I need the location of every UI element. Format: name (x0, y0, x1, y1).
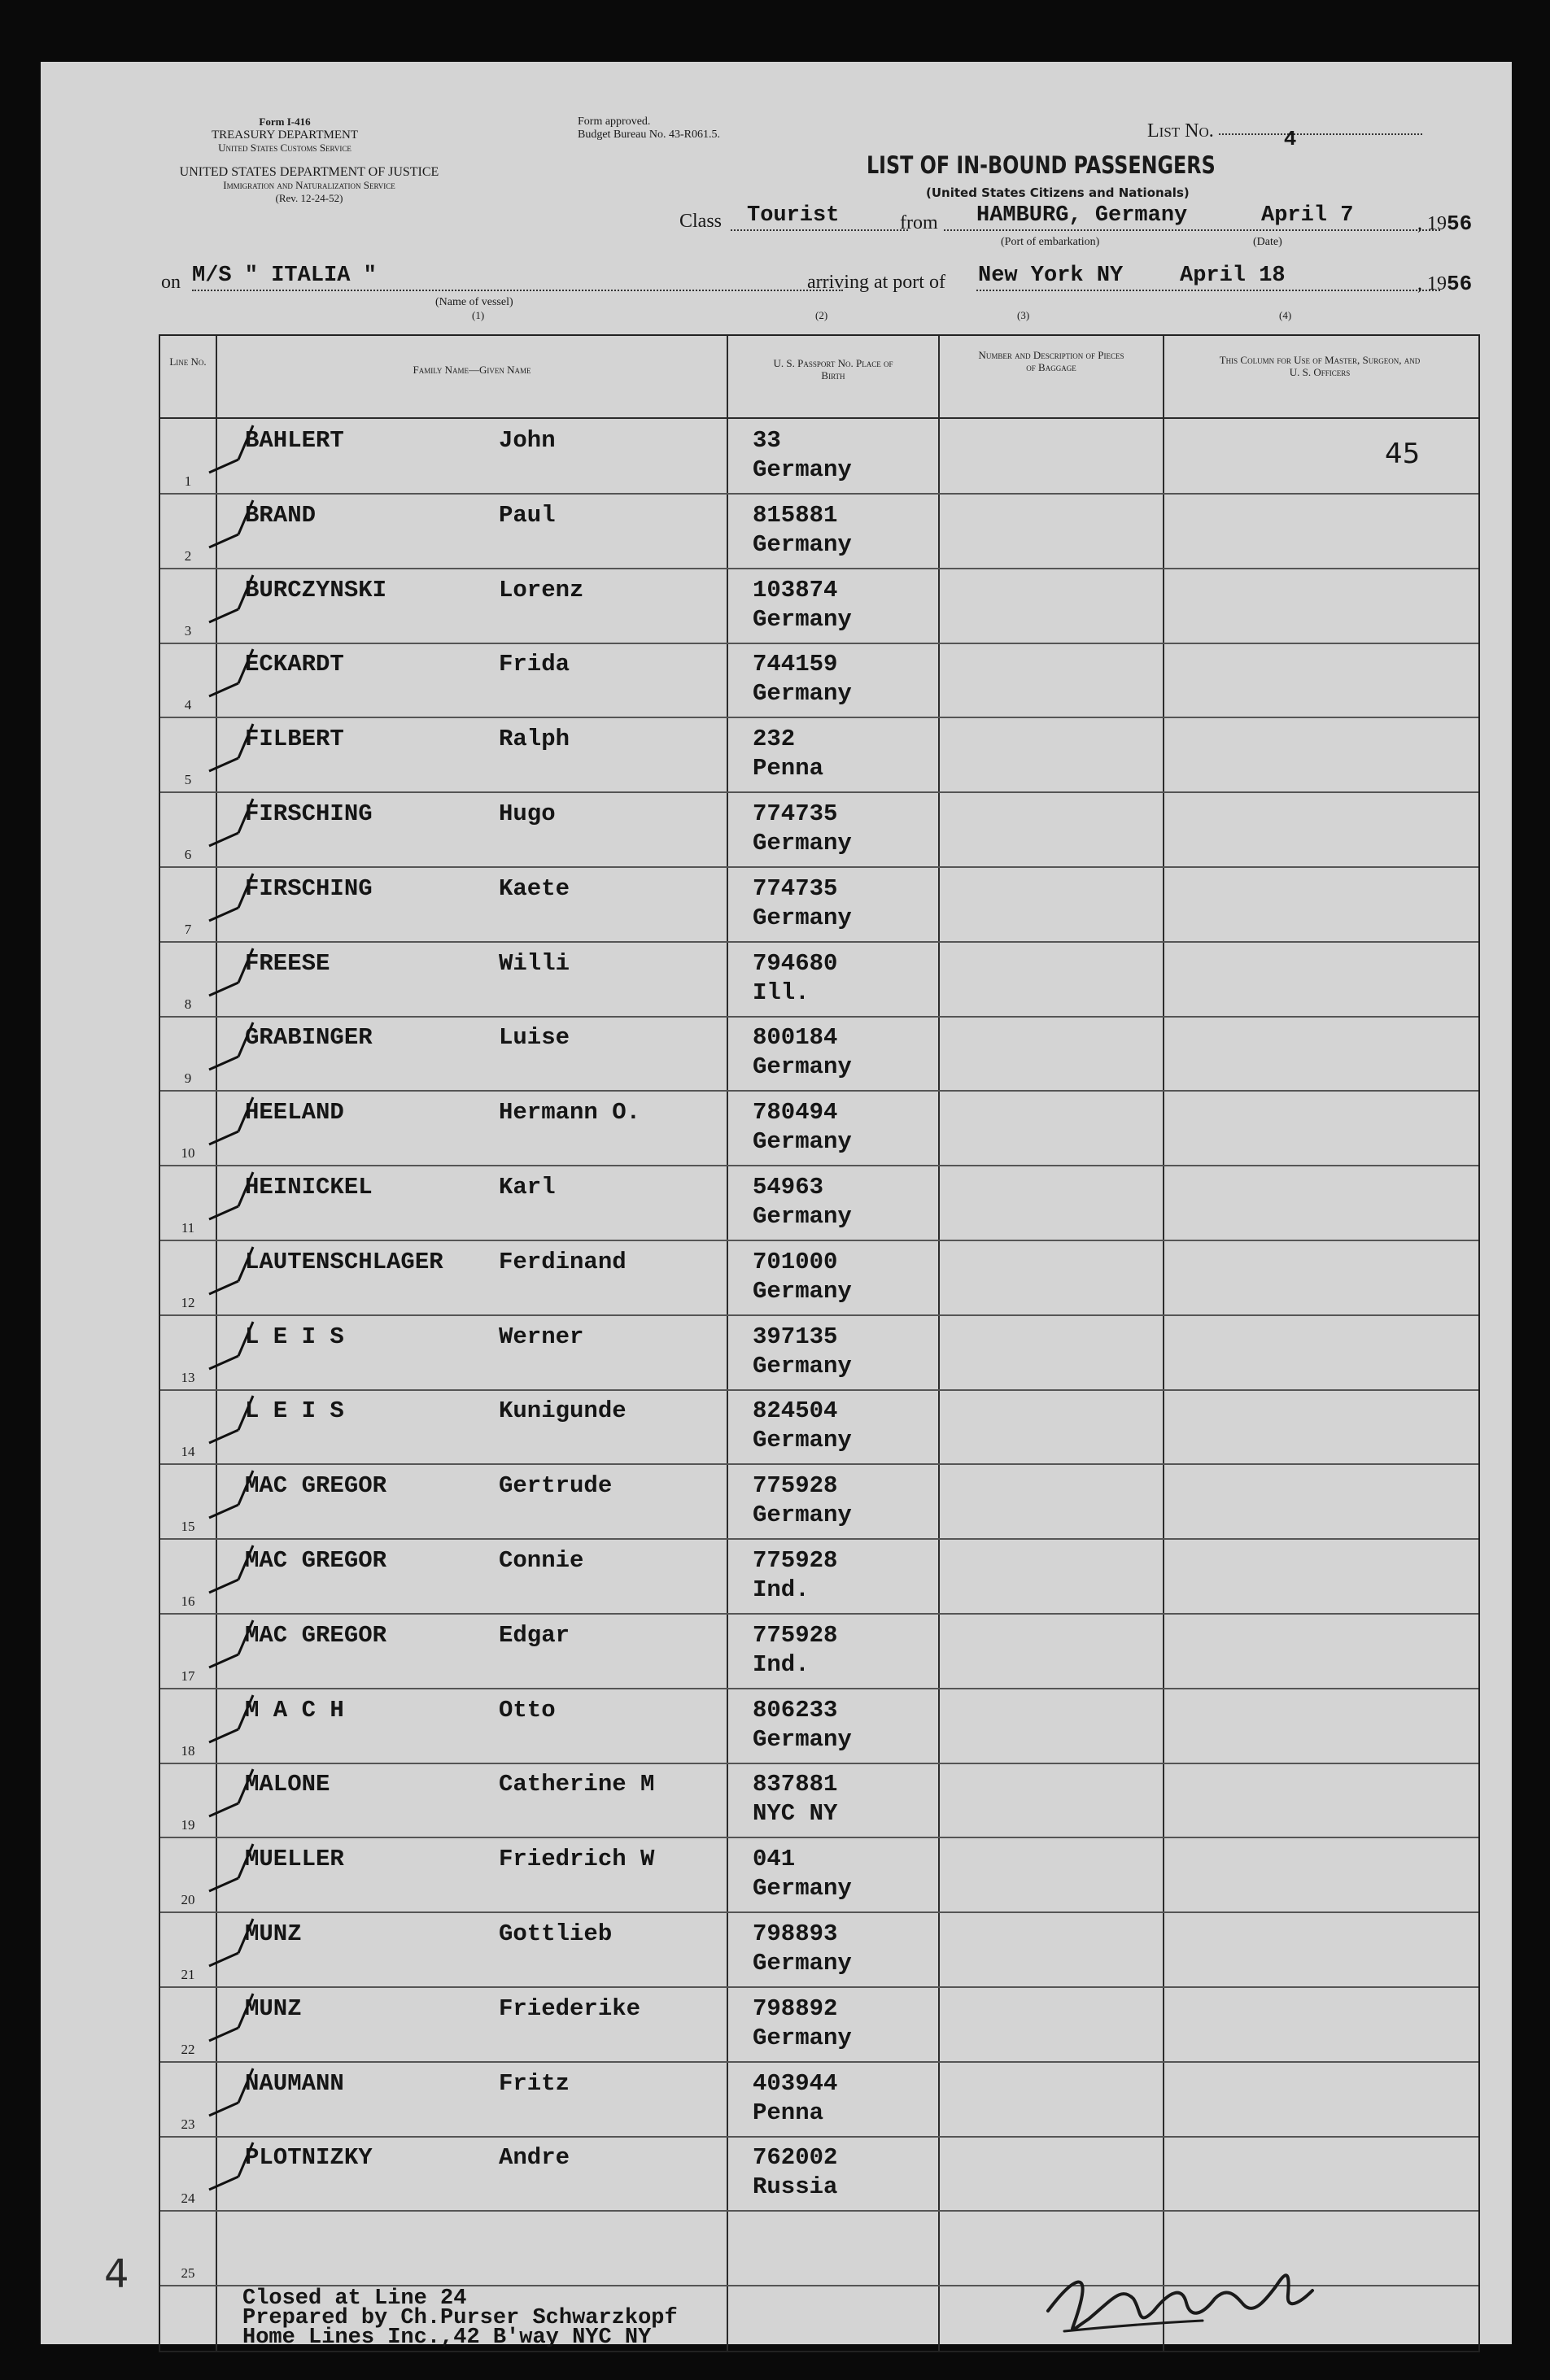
place-of-birth: NYC NY (753, 1800, 838, 1828)
place-of-birth: Germany (753, 1427, 852, 1454)
passport-number: 798892 (753, 1994, 838, 2022)
place-of-birth: Germany (753, 1875, 852, 1903)
arrival-field (976, 264, 1440, 291)
place-of-birth: Penna (753, 755, 824, 782)
family-name: PLOTNIZKY (245, 2144, 373, 2172)
family-name: L E I S (245, 1397, 344, 1425)
family-name: M A C H (245, 1696, 344, 1724)
passport-number: 232 (753, 726, 796, 753)
family-name: FREESE (245, 949, 330, 977)
place-of-birth: Germany (753, 456, 852, 483)
line-number: 18 (181, 1742, 195, 1759)
arrival-date: April 18 (1180, 264, 1286, 288)
arrival-year: , 1956 (1417, 272, 1473, 296)
col-header-passport: U. S. Passport No. Place of Birth (773, 357, 893, 381)
given-name: Karl (499, 1174, 556, 1201)
manifest-page (41, 62, 1512, 2350)
checkmark-icon (206, 867, 263, 924)
place-of-birth: Germany (753, 830, 852, 857)
place-of-birth: Germany (753, 1725, 852, 1753)
checkmark-icon (206, 1763, 263, 1820)
prepared-by: Prepared by Ch.Purser Schwarzkopf (242, 2306, 678, 2330)
line-number: 1 (184, 473, 192, 489)
officer-note: 45 (1385, 438, 1421, 470)
given-name: Hermann O. (499, 1099, 641, 1127)
family-name: LAUTENSCHLAGER (245, 1248, 443, 1275)
family-name: L E I S (245, 1323, 344, 1350)
officer-signature (1040, 2254, 1316, 2343)
col-header-officers: This Column for Use of Master, Surgeon, and U. S. Officers (1219, 354, 1421, 378)
given-name: Gottlieb (499, 1920, 613, 1947)
checkmark-icon (206, 1166, 263, 1223)
given-name: Kaete (499, 874, 570, 902)
line-number: 21 (181, 1967, 195, 1982)
line-number: 2 (184, 547, 192, 564)
passport-number: 33 (753, 427, 781, 454)
port-embark-label: (Port of embarkation) (1001, 236, 1100, 248)
family-name: MAC GREGOR (245, 1621, 387, 1649)
margin-mark: 4 (104, 2251, 129, 2297)
checkmark-icon (206, 942, 263, 999)
family-name: MAC GREGOR (245, 1547, 387, 1574)
col-ref-3: (3) (1017, 309, 1030, 321)
treasury-dept: TREASURY DEPARTMENT (211, 129, 359, 142)
table-row (160, 1837, 1478, 1913)
passport-number: 701000 (753, 1248, 838, 1275)
col-ref-2: (2) (815, 309, 828, 321)
vessel-field (192, 264, 843, 291)
table-row (160, 1240, 1478, 1316)
given-name: Otto (499, 1696, 556, 1724)
list-no-value: 4 (1283, 127, 1297, 151)
company-line: Home Lines Inc.,42 B'way NYC NY (242, 2326, 652, 2350)
class-value: Tourist (747, 203, 840, 228)
checkmark-icon (206, 1389, 263, 1446)
line-number: 6 (184, 847, 192, 862)
family-name: MUNZ (245, 1994, 302, 2022)
passport-number: 403944 (753, 2069, 838, 2097)
checkmark-icon (206, 1987, 263, 2044)
passport-number: 815881 (753, 501, 838, 529)
place-of-birth: Germany (753, 1502, 852, 1529)
table-row (160, 1464, 1478, 1540)
table-row (160, 1016, 1478, 1092)
table-row (160, 1539, 1478, 1615)
line-number: 15 (181, 1519, 195, 1535)
given-name: Andre (499, 2144, 570, 2172)
col-header-baggage: Number and Description of Pieces of Baggage (978, 349, 1124, 373)
family-name: MAC GREGOR (245, 1472, 387, 1500)
line-number: 20 (181, 1892, 195, 1908)
line-number: 23 (181, 2116, 195, 2132)
line-number: 5 (184, 772, 192, 788)
justice-dept: UNITED STATES DEPARTMENT OF JUSTICE (179, 165, 439, 179)
given-name: Ferdinand (499, 1248, 627, 1275)
family-name: HEINICKEL (245, 1174, 373, 1201)
given-name: Hugo (499, 800, 556, 827)
family-name: HEELAND (245, 1099, 344, 1127)
table-row (160, 867, 1478, 943)
passport-number: 837881 (753, 1771, 838, 1798)
arrival-year-value: 56 (1447, 272, 1473, 296)
list-number (1147, 120, 1481, 151)
line-number: 8 (184, 996, 192, 1012)
table-row (160, 643, 1478, 718)
form-approved: Form approved. (578, 116, 651, 128)
arrival-port: New York NY (978, 264, 1124, 288)
family-name: MUELLER (245, 1846, 344, 1873)
table-row (160, 792, 1478, 868)
checkmark-icon (206, 494, 263, 551)
given-name: Connie (499, 1547, 584, 1574)
passport-number: 744159 (753, 651, 838, 678)
passport-number: 762002 (753, 2144, 838, 2172)
checkmark-icon (206, 1689, 263, 1746)
passport-number: 798893 (753, 1920, 838, 1947)
list-no-label: List No. (1147, 120, 1214, 142)
table-row (160, 1689, 1478, 1764)
passport-number: 103874 (753, 576, 838, 604)
checkmark-icon (206, 1912, 263, 1969)
table-row (160, 1315, 1478, 1391)
date-label: (Date) (1253, 236, 1282, 248)
from-year-value: 56 (1447, 211, 1473, 236)
checkmark-icon (206, 569, 263, 626)
line-number: 9 (184, 1070, 192, 1087)
place-of-birth: Germany (753, 530, 852, 558)
passport-number: 775928 (753, 1472, 838, 1500)
family-name: BURCZYNSKI (245, 576, 387, 604)
col-ref-4: (4) (1279, 309, 1292, 321)
table-row (160, 1614, 1478, 1689)
given-name: Frida (499, 651, 570, 678)
table-row (160, 1166, 1478, 1241)
passport-number: 794680 (753, 949, 838, 977)
table-row (160, 419, 1478, 495)
table-row (160, 942, 1478, 1018)
col-header-name: Family Name—Given Name (413, 364, 531, 376)
passport-number: 397135 (753, 1323, 838, 1350)
table-row (160, 2062, 1478, 2138)
passport-number: 824504 (753, 1397, 838, 1425)
passport-number: 806233 (753, 1696, 838, 1724)
from-label: from (900, 212, 938, 233)
passport-number: 800184 (753, 1024, 838, 1052)
checkmark-icon (206, 1240, 263, 1297)
checkmark-icon (206, 643, 263, 700)
given-name: Catherine M (499, 1771, 655, 1798)
from-field (944, 203, 1440, 231)
line-number: 11 (181, 1220, 195, 1236)
line-number: 16 (181, 1593, 195, 1609)
line-number: 24 (181, 2190, 195, 2207)
place-of-birth: Germany (753, 904, 852, 931)
table-row (160, 1763, 1478, 1838)
from-date: April 7 (1261, 203, 1354, 228)
family-name: BRAND (245, 501, 317, 529)
place-of-birth: Germany (753, 1128, 852, 1156)
family-name: NAUMANN (245, 2069, 344, 2097)
place-of-birth: Ind. (753, 1576, 810, 1603)
family-name: BAHLERT (245, 427, 344, 454)
line-number: 3 (184, 622, 192, 639)
place-of-birth: Germany (753, 605, 852, 633)
family-name: MUNZ (245, 1920, 302, 1947)
checkmark-icon (206, 1016, 263, 1073)
table-row (160, 1389, 1478, 1465)
given-name: Edgar (499, 1621, 570, 1649)
place-of-birth: Germany (753, 1203, 852, 1230)
line-number: 4 (184, 697, 192, 713)
checkmark-icon (206, 1091, 263, 1148)
checkmark-icon (206, 1837, 263, 1894)
justice-block (90, 166, 529, 205)
immigration-service: Immigration and Naturalization Service (223, 179, 395, 191)
table-row (160, 1912, 1478, 1988)
place-of-birth: Germany (753, 1053, 852, 1081)
table-row (160, 1091, 1478, 1166)
list-subtitle: (United States Citizens and Nationals) (926, 185, 1190, 200)
family-name: FIRSCHING (245, 874, 373, 902)
checkmark-icon (206, 1464, 263, 1521)
from-value: HAMBURG, Germany (976, 203, 1188, 228)
place-of-birth: Penna (753, 2099, 824, 2126)
family-name: FIRSCHING (245, 800, 373, 827)
given-name: Paul (499, 501, 556, 529)
checkmark-icon (206, 792, 263, 849)
place-of-birth: Germany (753, 1950, 852, 1977)
col-ref-1: (1) (472, 309, 485, 321)
passport-number: 041 (753, 1846, 796, 1873)
line-number: 22 (181, 2041, 195, 2057)
passport-number: 780494 (753, 1099, 838, 1127)
table-row (160, 2136, 1478, 2212)
revision: (Rev. 12-24-52) (275, 192, 343, 204)
passenger-table (159, 334, 1480, 2352)
table-row (160, 717, 1478, 793)
given-name: Gertrude (499, 1472, 613, 1500)
line-number: 17 (181, 1667, 195, 1684)
on-label: on (161, 272, 181, 293)
place-of-birth: Ind. (753, 1650, 810, 1678)
given-name: Friedrich W (499, 1846, 655, 1873)
checkmark-icon (206, 1539, 263, 1596)
line-number: 7 (184, 921, 192, 937)
checkmark-icon (206, 1315, 263, 1372)
line-number: 19 (181, 1817, 195, 1833)
class-label: Class (679, 211, 723, 232)
approval-block (578, 116, 720, 142)
given-name: Kunigunde (499, 1397, 627, 1425)
class-field (731, 203, 908, 231)
given-name: Fritz (499, 2069, 570, 2097)
closing-line: Closed at Line 24 (242, 2286, 467, 2311)
col-header-line: Line No. (169, 355, 207, 368)
form-number: Form I-416 (259, 116, 311, 128)
family-name: FILBERT (245, 726, 344, 753)
list-title: LIST OF IN-BOUND PASSENGERS (867, 151, 1216, 179)
vessel-name: M/S " ITALIA " (192, 264, 377, 288)
given-name: Lorenz (499, 576, 584, 604)
place-of-birth: Ill. (753, 979, 810, 1006)
vessel-label: (Name of vessel) (435, 296, 513, 308)
passport-number: 54963 (753, 1174, 824, 1201)
customs-service: United States Customs Service (218, 142, 351, 154)
checkmark-icon (206, 717, 263, 774)
checkmark-icon (206, 1614, 263, 1671)
agency-block (138, 116, 431, 155)
given-name: Willi (499, 949, 570, 977)
checkmark-icon (206, 2136, 263, 2193)
line-number: 14 (181, 1444, 195, 1460)
passport-number: 774735 (753, 800, 838, 827)
place-of-birth: Germany (753, 680, 852, 708)
family-name: MALONE (245, 1771, 330, 1798)
checkmark-icon (206, 2062, 263, 2119)
passport-number: 775928 (753, 1547, 838, 1574)
place-of-birth: Germany (753, 2024, 852, 2051)
table-row (160, 569, 1478, 644)
given-name: Werner (499, 1323, 584, 1350)
place-of-birth: Germany (753, 1277, 852, 1305)
line-number: 12 (181, 1294, 195, 1310)
given-name: Ralph (499, 726, 570, 753)
family-name: ECKARDT (245, 651, 344, 678)
given-name: John (499, 427, 556, 454)
given-name: Luise (499, 1024, 570, 1052)
line-number: 25 (181, 2265, 195, 2282)
place-of-birth: Germany (753, 1352, 852, 1380)
checkmark-icon (206, 419, 263, 476)
given-name: Friederike (499, 1994, 641, 2022)
closing-note (242, 2286, 678, 2350)
budget-bureau: Budget Bureau No. 43-R061.5. (578, 129, 720, 141)
line-number: 10 (181, 1145, 195, 1162)
passport-number: 775928 (753, 1621, 838, 1649)
family-name: GRABINGER (245, 1024, 373, 1052)
from-year: , 1956 (1417, 211, 1473, 236)
passport-number: 774735 (753, 874, 838, 902)
table-row (160, 494, 1478, 569)
line-number: 13 (181, 1369, 195, 1385)
place-of-birth: Russia (753, 2173, 838, 2201)
arriving-label: arriving at port of (807, 272, 945, 293)
table-row (160, 1987, 1478, 2063)
